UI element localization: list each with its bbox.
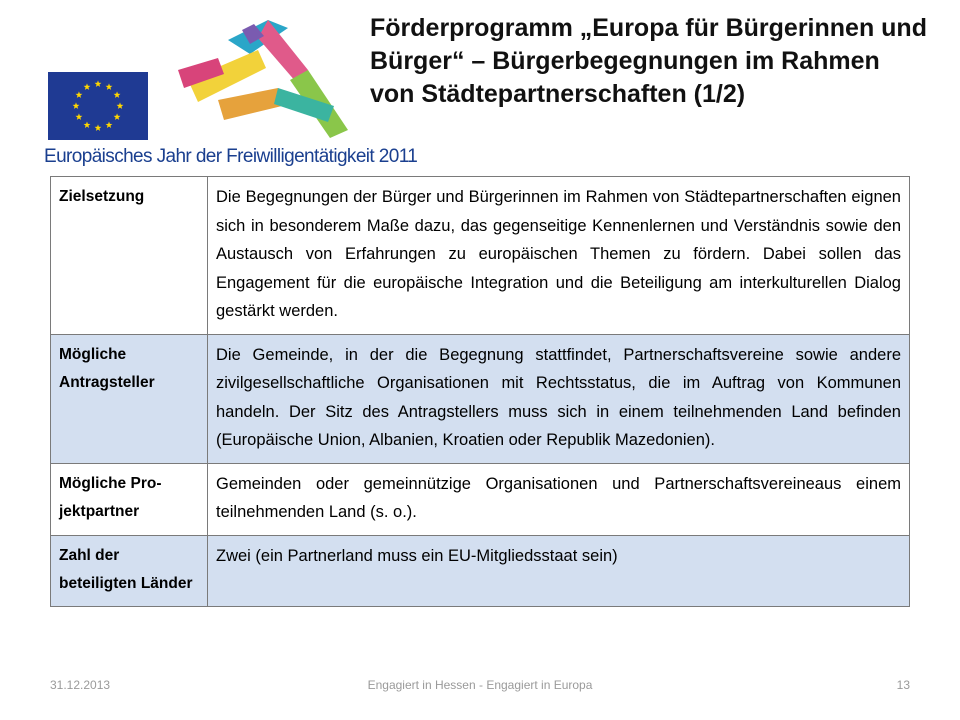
row-text: Die Begegnungen der Bürger und Bürgerinnen im Rahmen von Städtepartnerschaften eignen sich in besonderem Maße dazu, das gegenseitige Kennenlernen und Verständnis sowie den Austausch von Erfahrungen zu europäischen Themen zu fördern. Dabei sollen das Engagement für die europäische Integration und die Beteiligung am interkulturellen Dialog gestärkt werden. [208,177,910,335]
footer-center-text: Engagiert in Hessen - Engagiert in Europa [367,678,593,692]
table-row [51,463,910,535]
table-row [51,334,910,463]
row-text: Zwei (ein Partnerland muss ein EU-Mitgliedsstaat sein) [208,535,910,606]
footer-date: 31.12.2013 [50,678,111,692]
slide-title: Förderprogramm „Europa für Bürgerinnen und Bürger“ – Bürgerbegegnungen im Rahmen von Städtepartnerschaften (1/2) [370,14,927,108]
info-table [50,176,910,607]
table-row [51,177,910,335]
logo-area [40,10,418,170]
row-label: Zahl der beteiligten Länder [51,535,208,606]
volunteering-ribbon-logo-icon [158,10,358,144]
row-text: Gemeinden oder gemeinnützige Organisationen und Partnerschaftsvereineaus einem teilnehmenden Land (s. o.). [208,463,910,535]
row-label: Mögliche Projektpartner [51,463,208,535]
row-label: Zielsetzung [51,177,208,335]
table-row [51,535,910,606]
logo-caption: Europäisches Jahr der Freiwilligentätigkeit 2011 [44,146,418,167]
row-label: Mögliche Antragsteller [51,334,208,463]
row-text: Die Gemeinde, in der die Begegnung stattfindet, Partnerschaftsvereine sowie andere zivilgesellschaftliche Organisationen mit Rechtsstatus, die im Auftrag von Kommunen handeln. Der Sitz des Antragstellers muss sich in einem teilnehmenden Land befinden (Europäische Union, Albanien, Kroatien oder Republik Mazedonien). [208,334,910,463]
eu-flag-icon [48,72,148,140]
page-number: 13 [896,678,910,692]
